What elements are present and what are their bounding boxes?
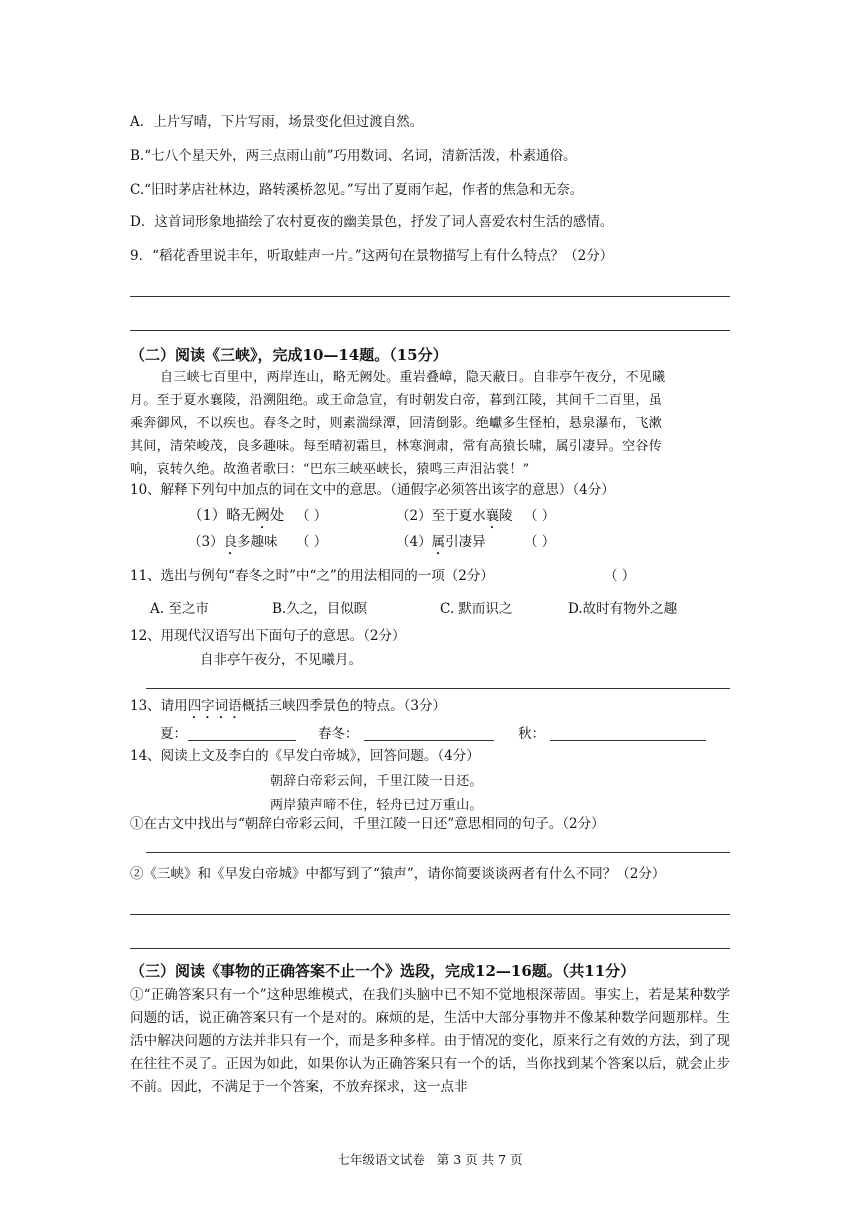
- q13-autumn-label: 秋：: [518, 726, 545, 742]
- passage-line: 自三峡七百里中，两岸连山，略无阙处。重岩叠嶂，隐天蔽日。自非亭午夜分，不见曦: [160, 370, 666, 385]
- option-a: A．上片写晴，下片写雨，场景变化但过渡自然。: [130, 114, 424, 130]
- question-12-stem: 12、用现代汉语写出下面句子的意思。（2分）: [130, 628, 406, 644]
- question-11-stem: 11、选出与例句“春冬之时”中“之”的用法相同的一项（2分）: [130, 568, 494, 584]
- section-3-paragraph: ①“正确答案只有一个”这种思维模式，在我们头脑中已不知不觉地根深蒂固。事实上，若是某种数学问题的话，说正确答案只有一个是对的。麻烦的是，生活中大部分事物并不像某种数学问题那样。生活中解决问题的方法并非只有一个，而是多种多样。由于情况的变化，原来行之有效的方法，到了现在往往不灵了。正因为如此，如果你认为正确答案只有一个的话，当你找到某个答案以后，就会止步不前。因此，不满足于一个答案，不放弃探求，这一点非: [130, 987, 730, 1095]
- passage-line: 月。至于夏水襄陵，沿溯阻绝。或王命急宣，有时朝发白帝，暮到江陵，其间千二百里，虽: [130, 393, 663, 408]
- question-14-stem: 14、阅读上文及李白的《早发白帝城》，回答问题。（4分）: [130, 748, 480, 764]
- passage-line: 其间，清荣峻茂，良多趣味。每至晴初霜旦，林寒涧肃，常有高猿长啸，属引凄异。空谷传: [130, 439, 663, 454]
- question-13-stem: 13、请用四字词语概括三峡四季景色的特点。（3分）: [130, 698, 447, 714]
- answer-line: [130, 296, 730, 297]
- answer-line: [146, 852, 730, 853]
- q10-blank-2[interactable]: （ ）: [524, 508, 556, 524]
- q10-item-3: （3）良多趣味: [188, 534, 278, 550]
- passage-line: 响，哀转久绝。故渔者歌曰：“巴东三峡巫峡长，猿鸣三声泪沾裳！”: [130, 462, 530, 477]
- q13-springwinter-blank[interactable]: [364, 740, 494, 741]
- q11-answer-blank[interactable]: （ ）: [604, 568, 636, 584]
- page-footer: 七年级语文试卷 第 3 页 共 7 页: [337, 1152, 523, 1167]
- option-b: B.“七八个星天外，两三点雨山前”巧用数词、名词，清新活泼，朴素通俗。: [130, 148, 577, 164]
- question-9: 9．“稻花香里说丰年，听取蛙声一片。”这两句在景物描写上有什么特点？（2分）: [130, 248, 614, 264]
- option-d: D．这首词形象地描绘了农村夏夜的幽美景色，抒发了词人喜爱农村生活的感情。: [130, 214, 614, 230]
- q11-option-a: A. 至之市: [150, 601, 209, 617]
- q10-item-1: （1）略无阙处: [188, 508, 285, 524]
- q11-option-b: B.久之，目似瞑: [272, 601, 368, 617]
- answer-line: [130, 948, 730, 949]
- option-c: C.“旧时茅店社林边，路转溪桥忽见。”写出了夏雨乍起，作者的焦急和无奈。: [130, 182, 584, 198]
- q10-item-4: （4）属引凄异: [396, 534, 486, 550]
- question-10-stem: 10、解释下列句中加点的词在文中的意思。（通假字必须答出该字的意思）（4分）: [130, 482, 615, 498]
- q13-summer-label: 夏：: [160, 726, 187, 742]
- answer-line: [130, 330, 730, 331]
- q10-blank-1[interactable]: （ ）: [296, 508, 328, 524]
- section-2-heading: （二）阅读《三峡》，完成10—14题。（15分）: [130, 346, 448, 364]
- q14-sub-2: ②《三峡》和《早发白帝城》中都写到了“猿声”，请你简要谈谈两者有什么不同？（2分）: [130, 866, 666, 882]
- answer-line: [130, 914, 730, 915]
- q11-option-d: D.故时有物外之趣: [568, 601, 678, 617]
- q11-option-c: C. 默而识之: [440, 601, 513, 617]
- q10-blank-3[interactable]: （ ）: [296, 534, 328, 550]
- poem-line: 朝辞白帝彩云间，千里江陵一日还。: [270, 774, 483, 789]
- q10-blank-4[interactable]: （ ）: [524, 534, 556, 550]
- section-3-heading: （三）阅读《事物的正确答案不止一个》选段，完成12—16题。（共11分）: [130, 962, 636, 980]
- q13-summer-blank[interactable]: [188, 740, 296, 741]
- q13-springwinter-label: 春冬：: [318, 726, 359, 742]
- q13-autumn-blank[interactable]: [550, 740, 706, 741]
- passage-line: 乘奔御风，不以疾也。春冬之时，则素湍绿潭，回清倒影。绝巘多生怪柏，悬泉瀑布，飞漱: [130, 416, 663, 431]
- q10-item-2: （2）至于夏水襄陵: [396, 508, 513, 524]
- poem-line: 两岸猿声啼不住，轻舟已过万重山。: [270, 798, 483, 813]
- q12-sentence: 自非亭午夜分，不见曦月。: [200, 652, 362, 668]
- answer-line: [146, 688, 730, 689]
- q14-sub-1: ①在古文中找出与“朝辞白帝彩云间，千里江陵一日还”意思相同的句子。（2分）: [130, 816, 605, 832]
